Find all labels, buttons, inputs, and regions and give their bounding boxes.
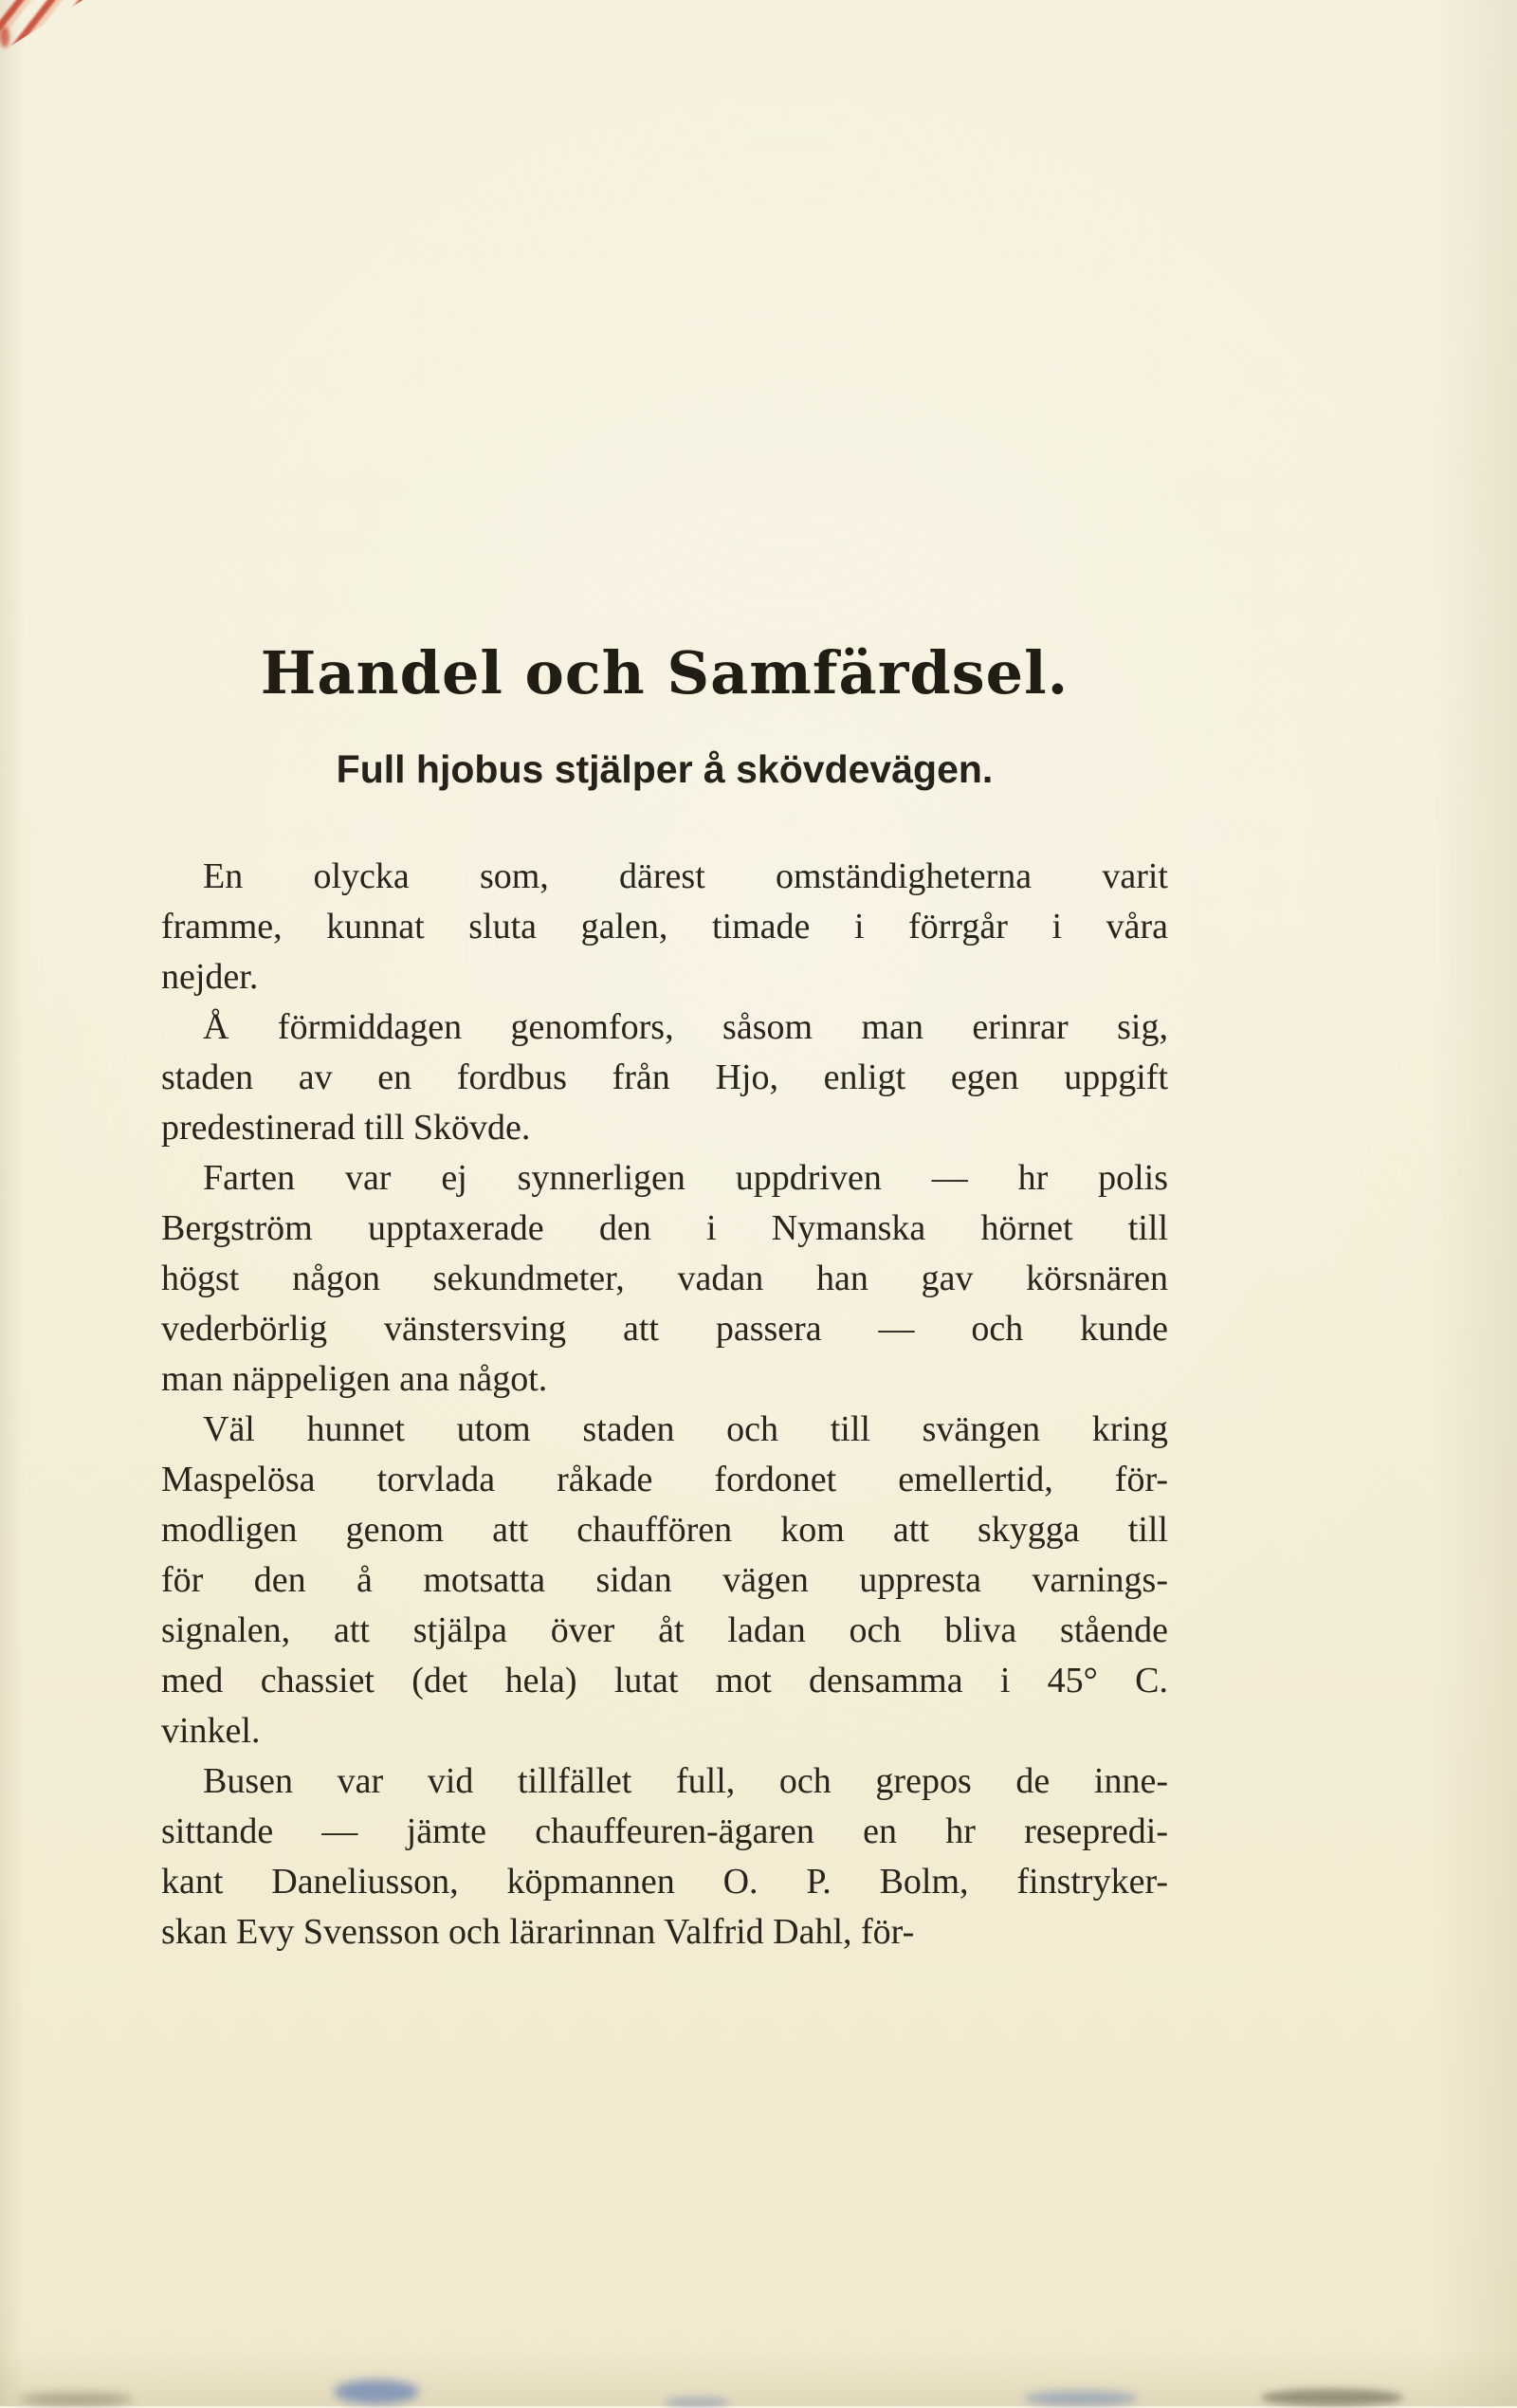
bottom-blue-edge-stain-2	[664, 2397, 730, 2408]
text-line: signalen, att stjälpa över åt ladan och bliva stående	[161, 1610, 1168, 1650]
text-line: Väl hunnet utom staden och till svängen kring	[203, 1409, 1168, 1449]
text-line: skan Evy Svensson och lärarinnan Valfrid Dahl, för-	[161, 1912, 915, 1952]
text-line: vederbörlig vänstersving att passera — och kunde	[161, 1309, 1168, 1349]
paragraph	[161, 1153, 1168, 1405]
paragraph	[161, 852, 1168, 1002]
paragraph	[161, 1002, 1168, 1153]
text-line: med chassiet (det hela) lutat mot densamma i 45° C.	[161, 1661, 1168, 1700]
bottom-edge-shadow	[0, 2349, 1517, 2406]
text-line: modligen genom att chauffören kom att skygga till	[161, 1510, 1168, 1550]
bottom-left-edge-smudge	[19, 2393, 133, 2406]
text-line: högst någon sekundmeter, vadan han gav körsnären	[161, 1259, 1168, 1298]
text-line: Å förmiddagen genomfors, såsom man erinrar sig,	[203, 1007, 1168, 1047]
bottom-blue-edge-stain-3	[1024, 2391, 1138, 2406]
text-line: nejder.	[161, 957, 259, 997]
article-title: Full hjobus stjälper å skövdevägen.	[336, 747, 994, 791]
text-line: Busen var vid tillfället full, och grepos de inne-	[203, 1761, 1168, 1801]
text-line: predestinerad till Skövde.	[161, 1108, 531, 1148]
bottom-blue-edge-stain	[334, 2380, 419, 2404]
text-line: En olycka som, därest omständigheterna varit	[203, 856, 1168, 896]
right-edge-shadow	[1432, 0, 1517, 2406]
section-heading: Handel och Samfärdsel.	[260, 638, 1069, 708]
text-line: kant Daneliusson, köpmannen O. P. Bolm, finstryker-	[161, 1862, 1168, 1902]
left-edge-red-mark	[0, 27, 9, 47]
text-line: framme, kunnat sluta galen, timade i förrgår i våra	[161, 907, 1168, 947]
left-edge-shadow	[0, 0, 25, 2406]
paragraph	[161, 1756, 1168, 1958]
bottom-right-edge-smudge	[1261, 2389, 1403, 2406]
text-line: Bergström upptaxerade den i Nymanska hörnet till	[161, 1208, 1168, 1248]
text-line: vinkel.	[161, 1711, 261, 1751]
paragraph	[161, 1405, 1168, 1756]
text-line: staden av en fordbus från Hjo, enligt egen uppgift	[161, 1057, 1168, 1097]
top-left-red-edge-stain	[0, 0, 95, 59]
text-line: Farten var ej synnerligen uppdriven — hr polis	[203, 1158, 1168, 1198]
text-line: Maspelösa torvlada råkade fordonet emellertid, för-	[161, 1460, 1168, 1499]
text-line: för den å motsatta sidan vägen uppresta varnings-	[161, 1560, 1168, 1600]
text-line: sittande — jämte chauffeuren-ägaren en hr resepredi-	[161, 1811, 1168, 1851]
body-text	[161, 852, 1168, 1958]
text-line: man näppeligen ana något.	[161, 1359, 548, 1399]
